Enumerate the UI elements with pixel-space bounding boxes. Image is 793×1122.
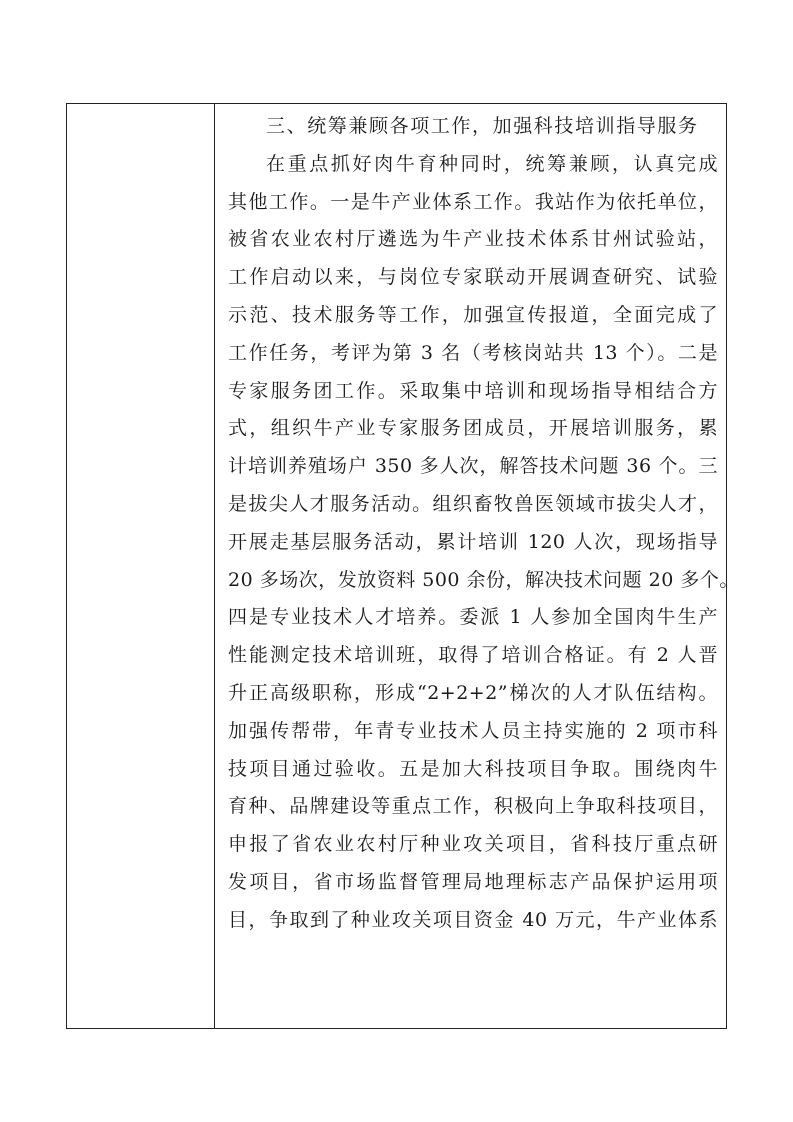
paragraph-line: 是拔尖人才服务活动。组织畜牧兽医领域市拔尖人才， [228,492,718,515]
paragraph-line: 加强传帮带，年青专业技术人员主持实施的 2 项市科 [228,719,718,742]
paragraph-line: 工作启动以来，与岗位专家联动开展调查研究、试验 [228,266,718,289]
paragraph-line: 示范、技术服务等工作，加强宣传报道，全面完成了 [228,303,718,326]
paragraph-line: 计培训养殖场户 350 多人次，解答技术问题 36 个。三 [228,455,718,478]
paragraph-line: 申报了省农业农村厅种业攻关项目，省科技厅重点研 [228,833,718,856]
paragraph-line: 目，争取到了种业攻关项目资金 40 万元，牛产业体系 [228,908,718,931]
paragraph-line: 专家服务团工作。采取集中培训和现场指导相结合方 [228,379,718,402]
paragraph-line: 被省农业农村厅遴选为牛产业技术体系甘州试验站， [228,228,718,251]
paragraph-line: 技项目通过验收。五是加大科技项目争取。围绕肉牛 [228,757,718,780]
column-divider [214,103,215,1029]
section-heading: 三、统筹兼顾各项工作，加强科技培训指导服务 [266,115,699,137]
left-label-cell [67,104,213,1028]
paragraph-line: 20 多场次，发放资料 500 余份，解决技术问题 20 多个。 [228,568,739,591]
content-cell [228,108,739,940]
paragraph-line: 式，组织牛产业专家服务团成员，开展培训服务，累 [228,417,718,440]
paragraph-line: 其他工作。一是牛产业体系工作。我站作为依托单位， [228,190,718,213]
paragraph-line: 在重点抓好肉牛育种同时，统筹兼顾，认真完成 [266,152,718,175]
paragraph-line: 升正高级职称，形成“2+2+2”梯次的人才队伍结构。 [228,681,718,704]
paragraph-line: 育种、品牌建设等重点工作，积极向上争取科技项目， [228,795,718,818]
paragraph-line: 四是专业技术人才培养。委派 1 人参加全国肉牛生产 [228,606,718,629]
paragraph-line: 性能测定技术培训班，取得了培训合格证。有 2 人晋 [228,644,718,667]
paragraph-line: 工作任务，考评为第 3 名（考核岗站共 13 个）。二是 [228,341,718,364]
paragraph-line: 发项目，省市场监督管理局地理标志产品保护运用项 [228,870,718,893]
paragraph-line: 开展走基层服务活动，累计培训 120 人次，现场指导 [228,530,718,553]
